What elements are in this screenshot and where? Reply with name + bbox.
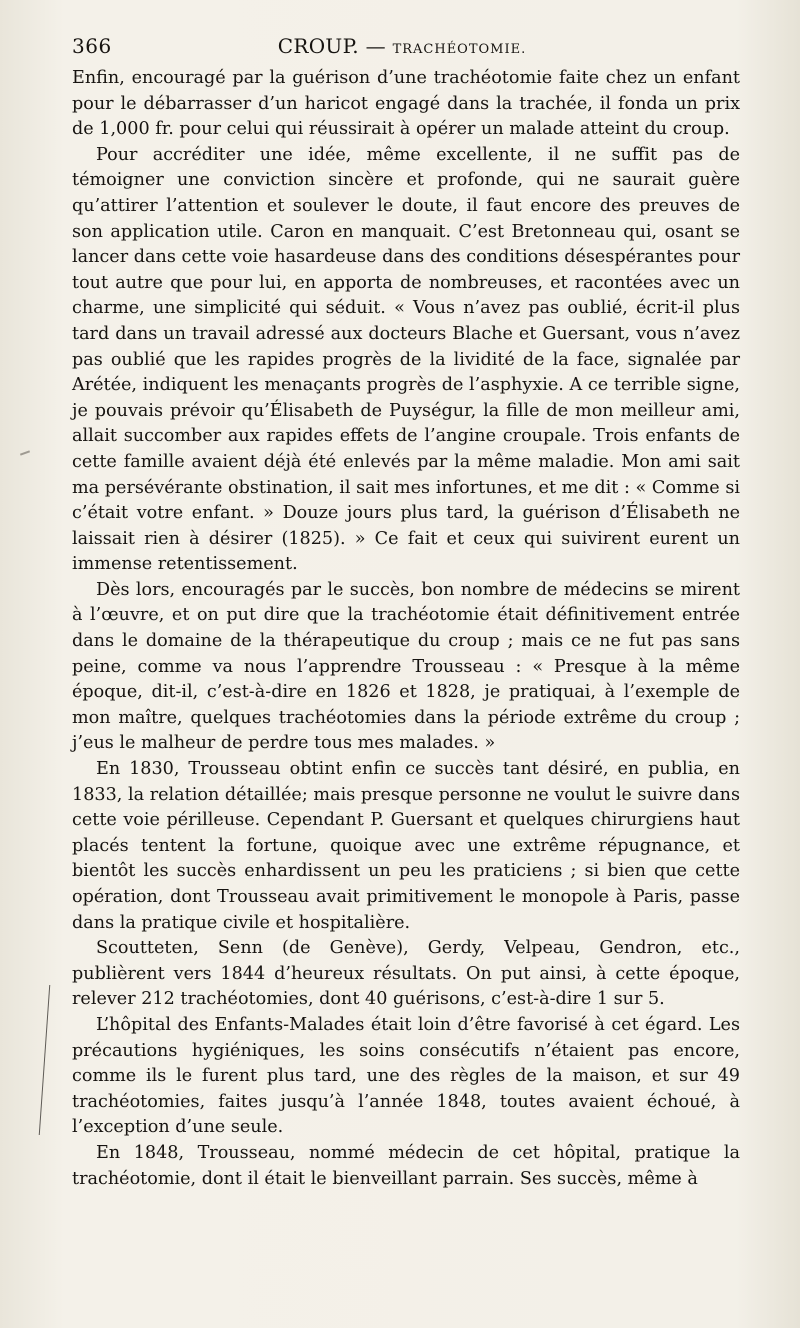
- margin-stray-mark: [20, 450, 30, 455]
- paragraph-1: Enfin, encouragé par la guérison d’une trachéotomie faite chez un enfant pour le débarrasser d’un haricot engagé dans la trachée, il fonda un prix de 1,000 fr. pour celui qui réussirait à opérer un malade atteint du croup.: [72, 68, 740, 140]
- page-number: 366: [72, 34, 112, 58]
- paragraph-6: L’hôpital des Enfants-Malades était loin d’être favorisé à cet égard. Les précautions hygiéniques, les soins consécutifs n’étaient pas encore, comme ils le furent plus tard, une des règles de la maison, et sur 49 trachéotomies, faites jusqu’à l’année 1848, toutes avaient échoué, à l’exception d’une seule.: [72, 1014, 740, 1138]
- paragraph-2: Pour accréditer une idée, même excellente, il ne suffit pas de témoigner une conviction sincère et profonde, qui ne saurait guère qu’attirer l’attention et soulever le doute, il faut encore des preuves de son application utile. Caron en manquait. C’est Bretonneau qui, osant se lancer dans cette voie hasardeuse dans des conditions désespérantes pour tout autre que pour lui, en apporta de nombreuses, et racontées avec un charme, une simplicité qui séduit. « Vous n’avez pas oublié, écrit-il plus tard dans un travail adressé aux docteurs Blache et Guersant, vous n’avez pas oublié que les rapides progrès de la lividité de la face, signalée par Arétée, indiquent les menaçants progrès de l’asphyxie. A ce terrible signe, je pouvais prévoir qu’Élisabeth de Puységur, la fille de mon meilleur ami, allait succomber aux rapides effets de l’angine croupale. Trois enfants de cette famille avaient déjà été enlevés par la même maladie. Mon ami sait ma persévérante obstination, il sait mes infortunes, et me dit : « Comme si c’était votre enfant. » Douze jours plus tard, la guérison d’Élisabeth ne laissait rien à désirer (1825). » Ce fait et ceux qui suivirent eurent un immense retentissement.: [72, 144, 740, 575]
- margin-pencil-mark: [39, 985, 54, 1135]
- paragraph-4: En 1830, Trousseau obtint enfin ce succès tant désiré, en publia, en 1833, la relation détaillée; mais presque personne ne voulut le suivre dans cette voie périlleuse. Cependant P. Guersant et quelques chirurgiens haut placés tentent la fortune, quoique avec une extrême répugnance, et bientôt les succès enhardissent un peu les praticiens ; si bien que cette opération, dont Trousseau avait primitivement le monopole à Paris, passe dans la pratique civile et hospitalière.: [72, 759, 740, 933]
- body-text: [72, 66, 740, 1192]
- paragraph-5: Scoutteten, Senn (de Genève), Gerdy, Velpeau, Gendron, etc., publièrent vers 1844 d’heureux résultats. On put ainsi, à cette époque, relever 212 trachéotomies, dont 40 guérisons, c’est-à-dire 1 sur 5.: [72, 938, 740, 1010]
- paragraph-7: En 1848, Trousseau, nommé médecin de cet hôpital, pratique la trachéotomie, dont il était le bienveillant parrain. Ses succès, même à: [72, 1142, 740, 1189]
- running-title-main: CROUP.: [277, 34, 359, 58]
- running-title-sub: TRACHÉOTOMIE.: [392, 42, 527, 57]
- paragraph-3: Dès lors, encouragés par le succès, bon nombre de médecins se mirent à l’œuvre, et on put dire que la trachéotomie était définitivement entrée dans le domaine de la thérapeutique du croup ; mais ce ne fut pas sans peine, comme va nous l’apprendre Trousseau : « Presque à la même époque, dit-il, c’est-à-dire en 1826 et 1828, je pratiquai, à l’exemple de mon maître, quelques trachéotomies dans la période extrême du croup ; j’eus le malheur de perdre tous mes malades. »: [72, 579, 740, 754]
- running-title-separator: —: [358, 34, 393, 58]
- running-header: [72, 34, 732, 64]
- running-title: [72, 34, 732, 58]
